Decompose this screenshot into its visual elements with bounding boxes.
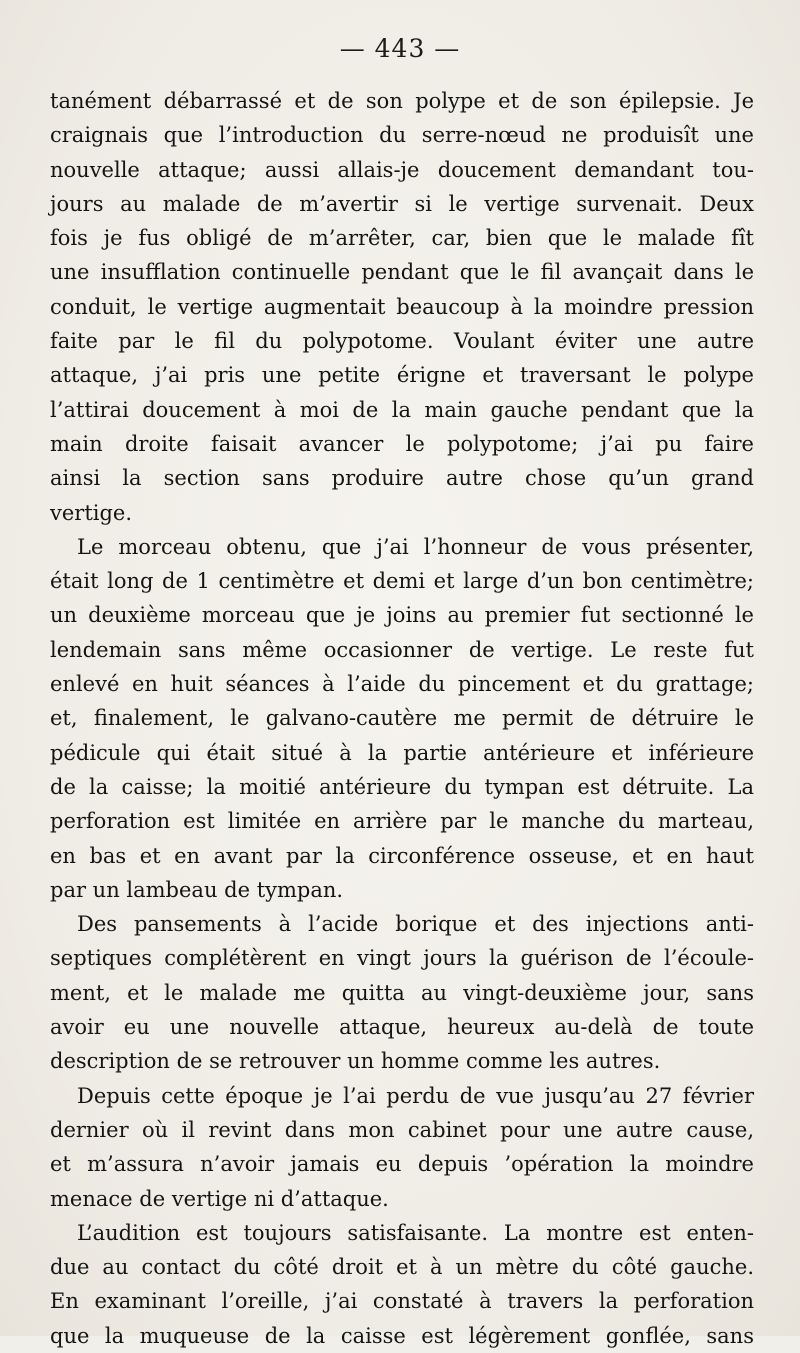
text-line: l’attirai doucement à moi de la main gauche pendant que la: [50, 397, 754, 422]
text-line: L’audition est toujours satisfaisante. La montre est enten-: [77, 1220, 754, 1245]
text-line: une insufflation continuelle pendant que le fil avançait dans le: [50, 260, 754, 285]
text-line: main droite faisait avancer le polypotome; j’ai pu faire: [50, 431, 754, 456]
text-line: craignais que l’introduction du serre-nœud ne produisît une: [50, 123, 754, 148]
text-line: septiques complétèrent en vingt jours la guérison de l’écoule-: [50, 946, 754, 971]
text-line: que la muqueuse de la caisse est légèrement gonflée, sans: [50, 1323, 754, 1348]
text-line: Le morceau obtenu, que j’ai l’honneur de vous présenter,: [77, 534, 754, 559]
text-line: En examinant l’oreille, j’ai constaté à travers la perforation: [50, 1289, 754, 1314]
text-line: et, finalement, le galvano-cautère me permit de détruire le: [50, 706, 754, 731]
text-line: enlevé en huit séances à l’aide du pincement et du grattage;: [50, 672, 754, 697]
text-line: nouvelle attaque; aussi allais-je doucement demandant tou-: [50, 157, 754, 182]
text-line: ainsi la section sans produire autre chose qu’un grand: [50, 466, 754, 491]
text-line: due au contact du côté droit et à un mètre du côté gauche.: [50, 1255, 754, 1280]
text-line: perforation est limitée en arrière par le manche du marteau,: [50, 809, 754, 834]
text-line: avoir eu une nouvelle attaque, heureux au-delà de toute: [50, 1015, 754, 1040]
text-line: faite par le fil du polypotome. Voulant éviter une autre: [50, 329, 754, 354]
text-line: et m’assura n’avoir jamais eu depuis ’opération la moindre: [50, 1152, 754, 1177]
text-line: était long de 1 centimètre et demi et large d’un bon centimètre;: [50, 569, 754, 594]
text-line: ment, et le malade me quitta au vingt-deuxième jour, sans: [50, 980, 754, 1005]
text-line: un deuxième morceau que je joins au premier fut sectionné le: [50, 603, 754, 628]
text-line: par un lambeau de tympan.: [50, 877, 344, 902]
text-line: Depuis cette époque je l’ai perdu de vue jusqu’au 27 février: [77, 1083, 754, 1108]
text-line: lendemain sans même occasionner de vertige. Le reste fut: [50, 637, 754, 662]
text-line: dernier où il revint dans mon cabinet pour une autre cause,: [50, 1117, 754, 1142]
text-line: tanément débarrassé et de son polype et de son épilepsie. Je: [50, 89, 754, 113]
body-text: [50, 84, 754, 1353]
text-line: menace de vertige ni d’attaque.: [50, 1186, 389, 1211]
page-number: — 443 —: [339, 34, 461, 63]
text-line: fois je fus obligé de m’arrêter, car, bien que le malade fît: [50, 226, 754, 251]
text-line: jours au malade de m’avertir si le vertige survenait. Deux: [50, 191, 754, 216]
text-line: conduit, le vertige augmentait beaucoup à la moindre pression: [50, 294, 754, 319]
text-line: Des pansements à l’acide borique et des injections anti-: [77, 912, 754, 937]
text-line: en bas et en avant par la circonférence osseuse, et en haut: [50, 843, 754, 868]
text-line: attaque, j’ai pris une petite érigne et traversant le polype: [50, 363, 754, 388]
text-line: de la caisse; la moitié antérieure du tympan est détruite. La: [50, 774, 754, 799]
text-line: description de se retrouver un homme comme les autres.: [50, 1049, 661, 1074]
text-line: vertige.: [50, 500, 133, 525]
text-line: pédicule qui était situé à la partie antérieure et inférieure: [50, 740, 754, 765]
